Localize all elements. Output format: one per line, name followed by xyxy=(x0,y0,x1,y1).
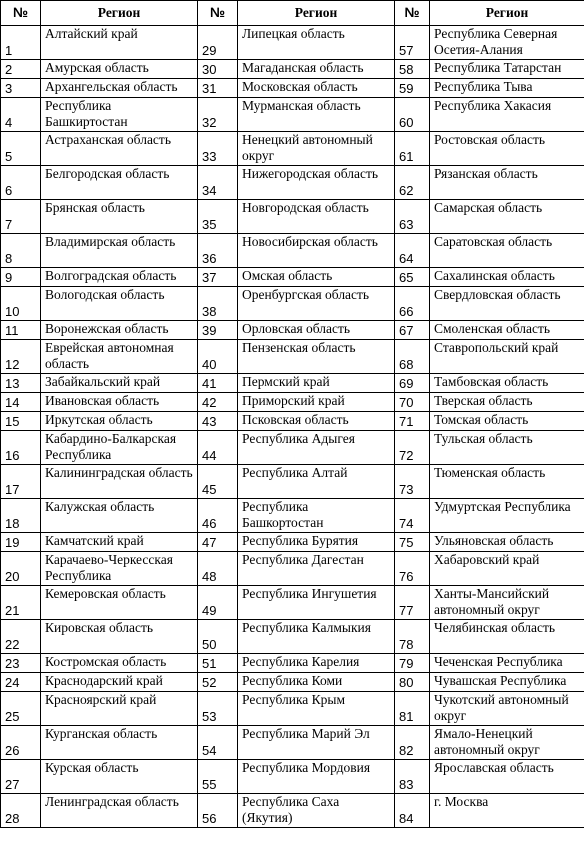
region-number: 28 xyxy=(1,794,41,828)
region-name: Калужская область xyxy=(41,499,198,533)
region-name: Курская область xyxy=(41,760,198,794)
region-name: Камчатский край xyxy=(41,533,198,552)
region-number: 42 xyxy=(198,393,238,412)
region-name: Омская область xyxy=(238,268,395,287)
region-name: Курганская область xyxy=(41,726,198,760)
region-number: 6 xyxy=(1,166,41,200)
table-row xyxy=(1,321,584,340)
region-number: 9 xyxy=(1,268,41,287)
region-number: 50 xyxy=(198,620,238,654)
region-number: 57 xyxy=(395,26,430,60)
region-number: 17 xyxy=(1,465,41,499)
region-number: 60 xyxy=(395,98,430,132)
region-number: 49 xyxy=(198,586,238,620)
region-number: 15 xyxy=(1,412,41,431)
region-name: Ставропольский край xyxy=(430,340,584,374)
region-name: Чувашская Республика xyxy=(430,673,584,692)
region-number: 7 xyxy=(1,200,41,234)
region-name: Брянская область xyxy=(41,200,198,234)
region-number: 46 xyxy=(198,499,238,533)
region-number: 62 xyxy=(395,166,430,200)
region-number: 43 xyxy=(198,412,238,431)
table-row xyxy=(1,431,584,465)
table-row xyxy=(1,552,584,586)
region-number: 2 xyxy=(1,60,41,79)
region-name: Республика Ингушетия xyxy=(238,586,395,620)
region-number: 58 xyxy=(395,60,430,79)
region-number: 20 xyxy=(1,552,41,586)
region-number: 74 xyxy=(395,499,430,533)
region-name: Республика Бурятия xyxy=(238,533,395,552)
region-number: 83 xyxy=(395,760,430,794)
region-number: 36 xyxy=(198,234,238,268)
table-row xyxy=(1,692,584,726)
table-row xyxy=(1,533,584,552)
region-number: 71 xyxy=(395,412,430,431)
region-number: 1 xyxy=(1,26,41,60)
table-row xyxy=(1,499,584,533)
region-name: Республика Дагестан xyxy=(238,552,395,586)
region-name: Свердловская область xyxy=(430,287,584,321)
region-number: 32 xyxy=(198,98,238,132)
region-name: Республика Башкиртостан xyxy=(41,98,198,132)
table-row xyxy=(1,620,584,654)
region-number: 77 xyxy=(395,586,430,620)
region-number: 21 xyxy=(1,586,41,620)
region-number: 30 xyxy=(198,60,238,79)
region-number: 80 xyxy=(395,673,430,692)
region-number: 12 xyxy=(1,340,41,374)
table-row xyxy=(1,234,584,268)
table-row xyxy=(1,412,584,431)
region-name: Республика Алтай xyxy=(238,465,395,499)
table-row xyxy=(1,374,584,393)
region-name: Сахалинская область xyxy=(430,268,584,287)
region-name: Республика Коми xyxy=(238,673,395,692)
region-number: 68 xyxy=(395,340,430,374)
region-number: 35 xyxy=(198,200,238,234)
region-number: 82 xyxy=(395,726,430,760)
region-name: Алтайский край xyxy=(41,26,198,60)
region-number: 40 xyxy=(198,340,238,374)
region-number: 29 xyxy=(198,26,238,60)
region-number: 4 xyxy=(1,98,41,132)
table-row xyxy=(1,98,584,132)
region-name: Саратовская область xyxy=(430,234,584,268)
region-name: Республика Башкортостан xyxy=(238,499,395,533)
region-name: Республика Татарстан xyxy=(430,60,584,79)
region-name: Республика Саха (Якутия) xyxy=(238,794,395,828)
region-number: 34 xyxy=(198,166,238,200)
region-name: Краснодарский край xyxy=(41,673,198,692)
region-name: г. Москва xyxy=(430,794,584,828)
region-number: 19 xyxy=(1,533,41,552)
region-number: 23 xyxy=(1,654,41,673)
region-number: 41 xyxy=(198,374,238,393)
table-row xyxy=(1,287,584,321)
region-name: Белгородская область xyxy=(41,166,198,200)
region-number: 24 xyxy=(1,673,41,692)
region-number: 37 xyxy=(198,268,238,287)
region-number: 38 xyxy=(198,287,238,321)
region-number: 63 xyxy=(395,200,430,234)
table-row xyxy=(1,586,584,620)
region-name: Республика Мордовия xyxy=(238,760,395,794)
region-name: Кировская область xyxy=(41,620,198,654)
region-number: 84 xyxy=(395,794,430,828)
region-number: 72 xyxy=(395,431,430,465)
number-column-header: № xyxy=(198,1,238,26)
table-row xyxy=(1,726,584,760)
region-number: 70 xyxy=(395,393,430,412)
region-number: 25 xyxy=(1,692,41,726)
region-name: Тверская область xyxy=(430,393,584,412)
region-name: Республика Марий Эл xyxy=(238,726,395,760)
table-row xyxy=(1,794,584,828)
region-number: 79 xyxy=(395,654,430,673)
region-name: Удмуртская Республика xyxy=(430,499,584,533)
region-name: Ивановская область xyxy=(41,393,198,412)
region-name: Кабардино-Балкарская Республика xyxy=(41,431,198,465)
region-name: Пермский край xyxy=(238,374,395,393)
region-name: Псковская область xyxy=(238,412,395,431)
number-column-header: № xyxy=(395,1,430,26)
region-number: 65 xyxy=(395,268,430,287)
region-name: Вологодская область xyxy=(41,287,198,321)
region-number: 48 xyxy=(198,552,238,586)
table-row xyxy=(1,465,584,499)
region-name: Тульская область xyxy=(430,431,584,465)
table-row xyxy=(1,132,584,166)
region-name: Московская область xyxy=(238,79,395,98)
region-number: 33 xyxy=(198,132,238,166)
region-number: 31 xyxy=(198,79,238,98)
region-number: 45 xyxy=(198,465,238,499)
region-number: 67 xyxy=(395,321,430,340)
region-number: 75 xyxy=(395,533,430,552)
table-row xyxy=(1,654,584,673)
region-name: Нижегородская область xyxy=(238,166,395,200)
table-row xyxy=(1,673,584,692)
table-row xyxy=(1,340,584,374)
region-name: Пензенская область xyxy=(238,340,395,374)
region-name: Тюменская область xyxy=(430,465,584,499)
table-row xyxy=(1,60,584,79)
table-row xyxy=(1,166,584,200)
region-name: Республика Карелия xyxy=(238,654,395,673)
table-row xyxy=(1,79,584,98)
region-number: 64 xyxy=(395,234,430,268)
region-name: Воронежская область xyxy=(41,321,198,340)
region-name: Карачаево-Черкесская Республика xyxy=(41,552,198,586)
table-body xyxy=(1,26,584,828)
region-number: 11 xyxy=(1,321,41,340)
region-column-header: Регион xyxy=(238,1,395,26)
region-name: Костромская область xyxy=(41,654,198,673)
region-name: Ленинградская область xyxy=(41,794,198,828)
region-name: Республика Адыгея xyxy=(238,431,395,465)
region-number: 14 xyxy=(1,393,41,412)
region-name: Республика Хакасия xyxy=(430,98,584,132)
region-name: Астраханская область xyxy=(41,132,198,166)
region-number: 44 xyxy=(198,431,238,465)
region-name: Самарская область xyxy=(430,200,584,234)
region-number: 18 xyxy=(1,499,41,533)
region-number: 22 xyxy=(1,620,41,654)
region-number: 81 xyxy=(395,692,430,726)
region-number: 8 xyxy=(1,234,41,268)
table-row xyxy=(1,26,584,60)
region-name: Новгородская область xyxy=(238,200,395,234)
region-name: Республика Северная Осетия-Алания xyxy=(430,26,584,60)
region-name: Ярославская область xyxy=(430,760,584,794)
number-column-header: № xyxy=(1,1,41,26)
table-row xyxy=(1,268,584,287)
region-name: Тамбовская область xyxy=(430,374,584,393)
region-number: 69 xyxy=(395,374,430,393)
region-name: Томская область xyxy=(430,412,584,431)
region-number: 59 xyxy=(395,79,430,98)
region-number: 66 xyxy=(395,287,430,321)
region-number: 73 xyxy=(395,465,430,499)
region-name: Приморский край xyxy=(238,393,395,412)
region-number: 51 xyxy=(198,654,238,673)
region-number: 52 xyxy=(198,673,238,692)
region-name: Иркутская область xyxy=(41,412,198,431)
region-name: Смоленская область xyxy=(430,321,584,340)
region-name: Еврейская автономная область xyxy=(41,340,198,374)
region-number: 53 xyxy=(198,692,238,726)
region-name: Магаданская область xyxy=(238,60,395,79)
table-row xyxy=(1,393,584,412)
header-row xyxy=(1,1,584,26)
region-name: Хабаровский край xyxy=(430,552,584,586)
region-number: 3 xyxy=(1,79,41,98)
region-name: Республика Тыва xyxy=(430,79,584,98)
table-row xyxy=(1,200,584,234)
region-number: 78 xyxy=(395,620,430,654)
region-name: Забайкальский край xyxy=(41,374,198,393)
region-number: 13 xyxy=(1,374,41,393)
region-number: 26 xyxy=(1,726,41,760)
region-name: Ханты-Мансийский автономный округ xyxy=(430,586,584,620)
region-name: Ульяновская область xyxy=(430,533,584,552)
table-row xyxy=(1,760,584,794)
region-column-header: Регион xyxy=(41,1,198,26)
region-number: 27 xyxy=(1,760,41,794)
region-number: 47 xyxy=(198,533,238,552)
region-name: Мурманская область xyxy=(238,98,395,132)
region-name: Архангельская область xyxy=(41,79,198,98)
region-number: 55 xyxy=(198,760,238,794)
region-name: Новосибирская область xyxy=(238,234,395,268)
region-name: Калининградская область xyxy=(41,465,198,499)
region-name: Орловская область xyxy=(238,321,395,340)
region-name: Волгоградская область xyxy=(41,268,198,287)
region-name: Кемеровская область xyxy=(41,586,198,620)
region-name: Оренбургская область xyxy=(238,287,395,321)
region-name: Ростовская область xyxy=(430,132,584,166)
region-name: Республика Калмыкия xyxy=(238,620,395,654)
region-name: Чукотский автономный округ xyxy=(430,692,584,726)
region-column-header: Регион xyxy=(430,1,584,26)
region-name: Липецкая область xyxy=(238,26,395,60)
region-name: Рязанская область xyxy=(430,166,584,200)
region-number: 10 xyxy=(1,287,41,321)
region-number: 76 xyxy=(395,552,430,586)
region-name: Красноярский край xyxy=(41,692,198,726)
region-number: 39 xyxy=(198,321,238,340)
region-name: Амурская область xyxy=(41,60,198,79)
region-number: 61 xyxy=(395,132,430,166)
region-number: 54 xyxy=(198,726,238,760)
region-name: Челябинская область xyxy=(430,620,584,654)
region-number: 5 xyxy=(1,132,41,166)
region-name: Республика Крым xyxy=(238,692,395,726)
region-name: Владимирская область xyxy=(41,234,198,268)
region-name: Чеченская Республика xyxy=(430,654,584,673)
region-name: Ямало-Ненецкий автономный округ xyxy=(430,726,584,760)
region-number: 56 xyxy=(198,794,238,828)
region-name: Ненецкий автономный округ xyxy=(238,132,395,166)
region-number: 16 xyxy=(1,431,41,465)
